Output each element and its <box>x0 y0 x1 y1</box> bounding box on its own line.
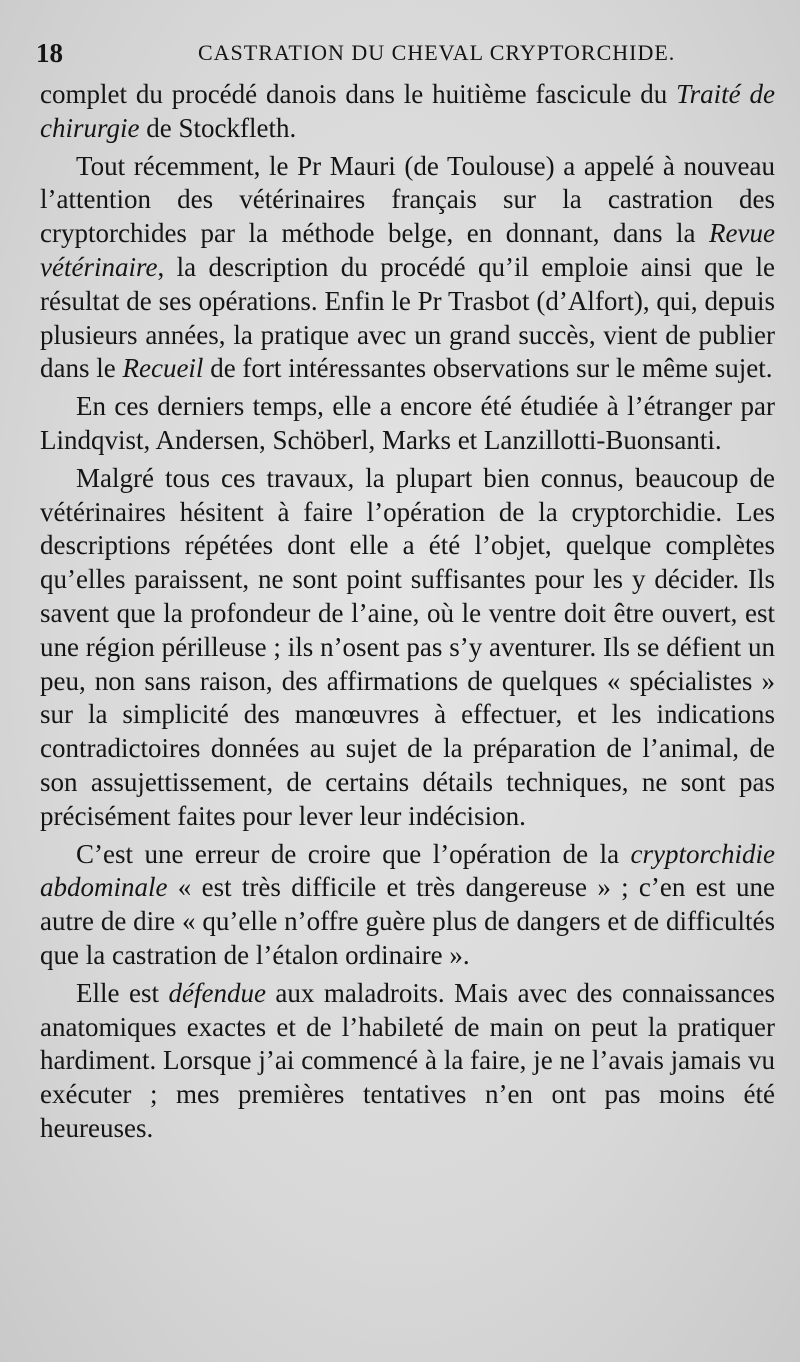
page-header <box>36 36 796 70</box>
paragraph <box>40 977 775 1146</box>
emphasis-italic: défendue <box>168 977 266 1008</box>
paragraph-text: de fort intéressantes observations sur le même sujet. <box>203 353 773 384</box>
paragraph-text: complet du procédé danois dans le huitième fascicule du <box>40 79 677 109</box>
paragraph <box>40 150 775 387</box>
paragraph-text: Elle est <box>76 977 169 1008</box>
running-title: CASTRATION DU CHEVAL CRYPTORCHIDE. <box>198 40 676 65</box>
body-text <box>40 78 775 1146</box>
journal-title-italic: Revue vétérinaire <box>40 218 775 282</box>
page-number: 18 <box>36 38 63 68</box>
paragraph-text: Tout récemment, le Pr Mauri (de Toulouse) a appelé à nouveau l’attention des vétérinaires français sur la castration des cryptorchides par la méthode belge, en donnant, dans la <box>40 150 775 249</box>
book-title-italic: Traité de chirurgie <box>40 79 775 143</box>
paragraph: En ces derniers temps, elle a encore été étudiée à l’étranger par Lindqvist, Andersen, Schöberl, Marks et Lanzillotti-Buonsanti. <box>40 391 775 455</box>
paragraph-text: de Stockfleth. <box>139 112 297 143</box>
paragraph-continued <box>40 78 775 146</box>
paragraph-text: , la description du procédé qu’il emploie ainsi que le résultat de ses opérations. Enfin le Pr Trasbot (d’Alfort), qui, depuis plusieurs années, la pratique avec un grand succès, vient de publier dans le <box>40 251 775 384</box>
paragraph-text: « est très difficile et très dangereuse » ; c’en est une autre de dire « qu’elle n’offre guère plus de dangers et de difficultés que la castration de l’étalon ordinaire ». <box>40 872 775 970</box>
term-italic: cryptorchidie abdominale <box>40 838 775 903</box>
journal-title-italic: Recueil <box>122 353 204 384</box>
paragraph <box>40 838 775 973</box>
paragraph-text: aux maladroits. Mais avec des connaissances anatomiques exactes et de l’habileté de main on peut la pratiquer hardiment. Lorsque j’ai commencé à la faire, je ne l’avais jamais vu exécuter ; mes premières tentatives n’en ont pas moins été heureuses. <box>40 977 775 1143</box>
paragraph-text: C’est une erreur de croire que l’opération de la <box>76 838 631 869</box>
paragraph: Malgré tous ces travaux, la plupart bien connus, beaucoup de vétérinaires hésitent à faire l’opération de la cryptorchidie. Les descriptions répétées dont elle a été l’objet, quelque complètes qu’elles paraissent, ne sont point suffisantes pour les y décider. Ils savent que la profondeur de l’aine, où le ventre doit être ouvert, est une région périlleuse ; ils n’osent pas s’y aventurer. Ils se défient un peu, non sans raison, des affirmations de quelques « spécialistes » sur la simplicité des manœuvres à effectuer, et les indications contradictoires données au sujet de la préparation de l’animal, de son assujettissement, de certains détails techniques, ne sont pas précisément faites pour lever leur indécision. <box>40 462 775 831</box>
